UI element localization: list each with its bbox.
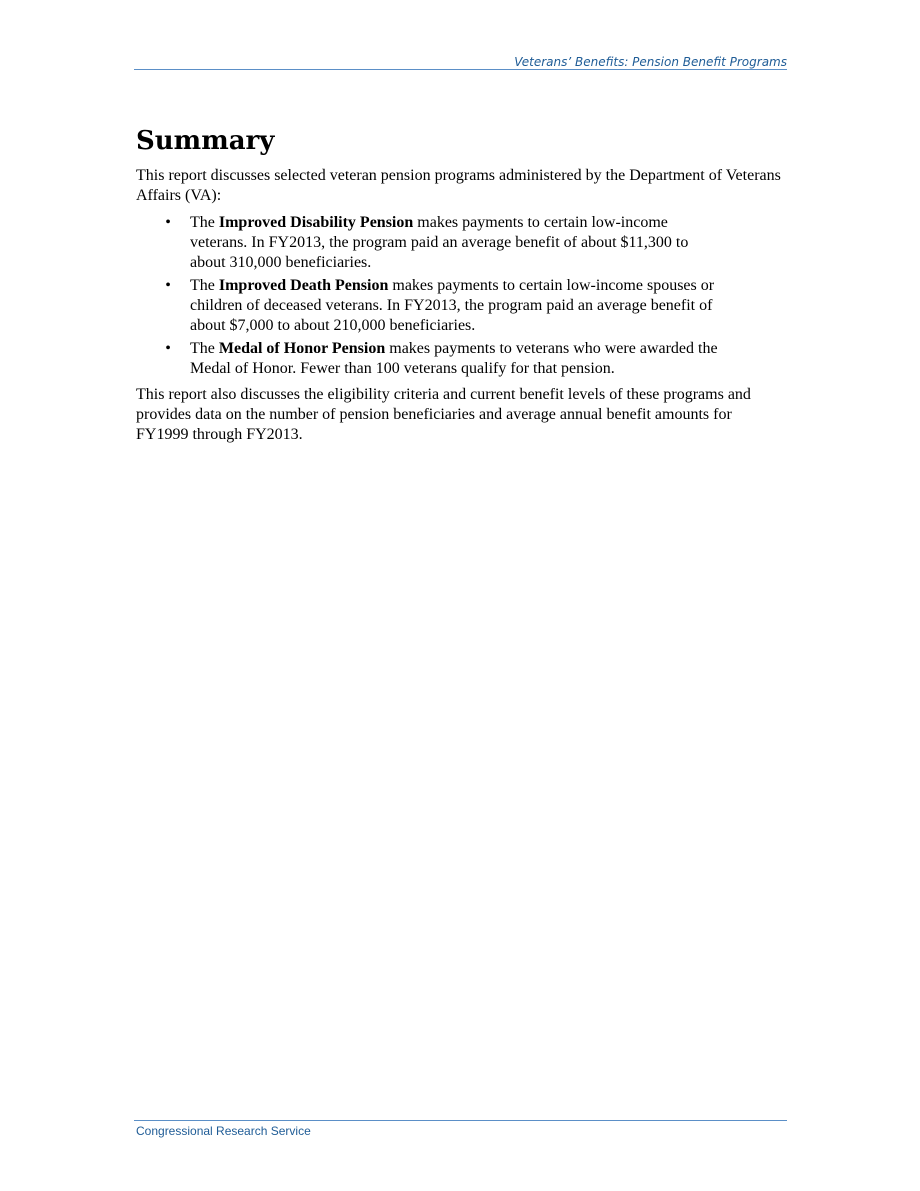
- program-list: [136, 213, 786, 379]
- bullet-lead: The: [190, 340, 219, 357]
- footer-rule: [134, 1120, 787, 1121]
- program-name: Improved Disability Pension: [218, 214, 414, 231]
- bullet-text: makes payments to certain low-income veterans. In FY2013, the program paid an average benefit of about $11,300 to about 310,000 beneficiaries.: [190, 214, 689, 271]
- summary-title: Summary: [136, 126, 275, 156]
- list-item-medal-of-honor-pension: [136, 339, 786, 379]
- bullet-text: makes payments to veterans who were awarded the Medal of Honor. Fewer than 100 veterans qualify for that pension.: [190, 340, 718, 377]
- bullet-text: makes payments to certain low-income spouses or children of deceased veterans. In FY2013, the program paid an average benefit of about $7,000 to about 210,000 beneficiaries.: [190, 277, 715, 334]
- header-rule: [134, 69, 787, 70]
- bullet-icon: •: [165, 214, 171, 231]
- bullet-icon: •: [165, 277, 171, 294]
- program-name: Improved Death Pension: [218, 277, 389, 294]
- summary-closing: This report also discusses the eligibility criteria and current benefit levels of these programs and provides data on the number of pension beneficiaries and average annual benefit amounts for FY1999 through FY2013.: [136, 386, 751, 443]
- summary-intro: This report discusses selected veteran pension programs administered by the Department of Veterans Affairs (VA):: [136, 167, 781, 204]
- bullet-lead: The: [190, 214, 219, 231]
- summary-section: [136, 124, 786, 445]
- list-item-disability-pension: [136, 213, 786, 273]
- bullet-icon: •: [165, 340, 171, 357]
- program-name: Medal of Honor Pension: [218, 340, 386, 357]
- list-item-death-pension: [136, 276, 786, 336]
- bullet-lead: The: [190, 277, 219, 294]
- running-header: Veterans’ Benefits: Pension Benefit Programs: [514, 55, 787, 69]
- footer-organization: Congressional Research Service: [136, 1124, 311, 1138]
